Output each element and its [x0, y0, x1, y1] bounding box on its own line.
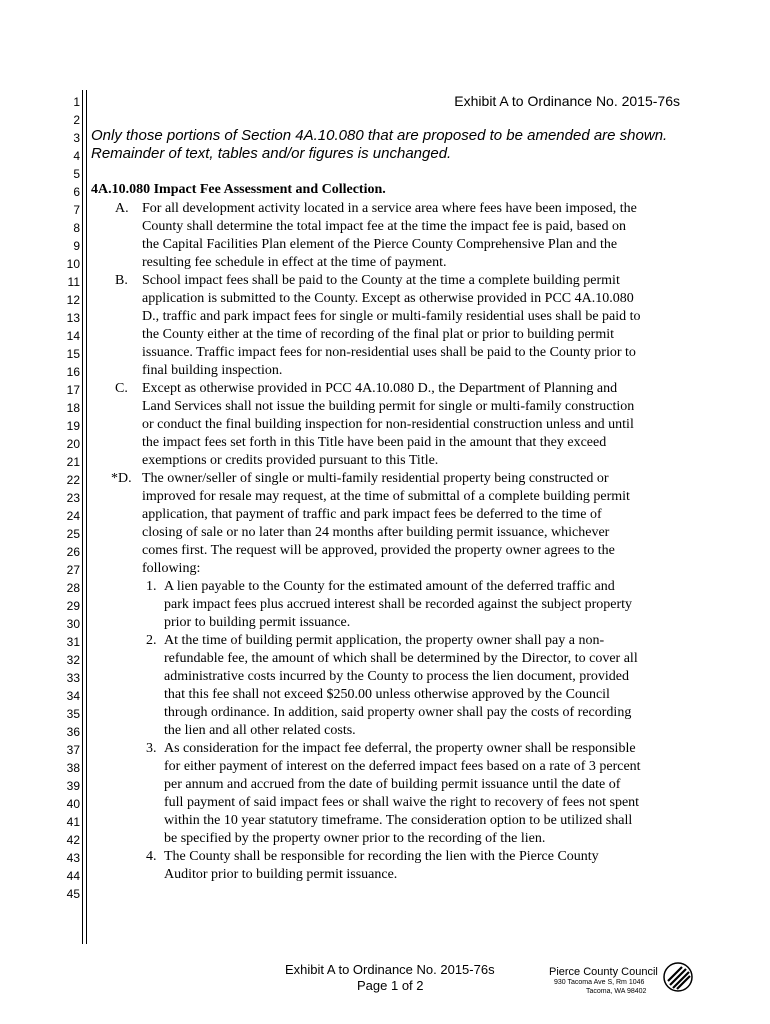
list-marker: A. [115, 201, 129, 216]
line-number: 45 [66, 887, 80, 901]
line-number: 31 [66, 635, 80, 649]
line-number: 34 [66, 689, 80, 703]
line-number: 14 [66, 329, 80, 343]
body-line: improved for resale may request, at the time of submittal of a complete building permit [142, 489, 630, 504]
line-number: 27 [66, 563, 80, 577]
body-line: For all development activity located in a service area where fees have been imposed, the [142, 201, 637, 216]
body-line: A lien payable to the County for the estimated amount of the deferred traffic and [164, 579, 615, 594]
body-line: the lien and all other related costs. [164, 723, 356, 738]
body-line: County shall determine the total impact fee at the time the impact fee is paid, based on [142, 219, 627, 234]
header-exhibit: Exhibit A to Ordinance No. 2015-76s [454, 93, 680, 109]
line-number: 32 [66, 653, 80, 667]
line-number: 29 [66, 599, 80, 613]
body-line: through ordinance. In addition, said property owner shall pay the costs of recording [164, 705, 632, 720]
body-line: issuance. Traffic impact fees for non-residential uses shall be paid to the County prior to [142, 345, 636, 360]
line-number: 39 [66, 779, 80, 793]
line-number: 38 [66, 761, 80, 775]
body-line: closing of sale or no later than 24 months after building permit issuance, whichever [142, 525, 610, 540]
footer-page: Page 1 of 2 [357, 978, 424, 993]
body-line: the County either at the time of recording of the final plat or prior to building permit [142, 327, 614, 342]
line-number: 43 [66, 851, 80, 865]
line-number: 42 [66, 833, 80, 847]
line-number: 21 [66, 455, 80, 469]
line-number: 41 [66, 815, 80, 829]
line-number: 33 [66, 671, 80, 685]
line-number: 28 [66, 581, 80, 595]
line-number: 40 [66, 797, 80, 811]
line-number: 20 [66, 437, 80, 451]
body-line: following: [142, 561, 201, 576]
line-number: 7 [73, 203, 80, 217]
body-line: At the time of building permit application, the property owner shall pay a non- [164, 633, 605, 648]
footer-exhibit: Exhibit A to Ordinance No. 2015-76s [285, 962, 495, 977]
intro-line-1: Only those portions of Section 4A.10.080 that are proposed to be amended are shown. [91, 127, 668, 144]
body-line: Land Services shall not issue the building permit for single or multi-family construction [142, 399, 635, 414]
line-number: 3 [73, 131, 80, 145]
intro-line-2: Remainder of text, tables and/or figures is unchanged. [91, 145, 452, 162]
line-number: 9 [73, 239, 80, 253]
line-number: 35 [66, 707, 80, 721]
list-marker: C. [115, 381, 128, 396]
list-marker: 1. [146, 579, 157, 594]
list-marker: 3. [146, 741, 157, 756]
body-line: Except as otherwise provided in PCC 4A.10.080 D., the Department of Planning and [142, 381, 618, 396]
section-title: 4A.10.080 Impact Fee Assessment and Collection. [91, 182, 386, 197]
body-line: the impact fees set forth in this Title have been paid in the amount that they exceed [142, 435, 607, 450]
body-line: or conduct the final building inspection for non-residential construction unless and until [142, 417, 634, 432]
line-number: 36 [66, 725, 80, 739]
line-number: 19 [66, 419, 80, 433]
line-number: 1 [73, 95, 80, 109]
footer-address-2: Tacoma, WA 98402 [586, 988, 647, 995]
line-number: 37 [66, 743, 80, 757]
line-number: 22 [66, 473, 80, 487]
line-number: 44 [66, 869, 80, 883]
margin-rule-right [86, 90, 87, 944]
body-line: The County shall be responsible for recording the lien with the Pierce County [164, 849, 599, 864]
body-line: the Capital Facilities Plan element of the Pierce County Comprehensive Plan and the [142, 237, 618, 252]
line-number: 12 [66, 293, 80, 307]
line-number: 11 [67, 275, 80, 289]
body-line: be specified by the property owner prior to the recording of the lien. [164, 831, 546, 846]
body-line: park impact fees plus accrued interest shall be recorded against the subject property [164, 597, 633, 612]
line-number: 24 [66, 509, 80, 523]
body-line: D., traffic and park impact fees for single or multi-family residential uses shall be paid to [142, 309, 641, 324]
body-line: refundable fee, the amount of which shall be determined by the Director, to cover all [164, 651, 638, 666]
list-marker: 4. [146, 849, 157, 864]
line-number: 4 [73, 149, 80, 163]
body-line: Auditor prior to building permit issuance. [164, 867, 398, 882]
list-marker: 2. [146, 633, 157, 648]
body-line: comes first. The request will be approved, provided the property owner agrees to the [142, 543, 615, 558]
body-line: final building inspection. [142, 363, 283, 378]
line-number: 5 [73, 167, 80, 181]
footer-council: Pierce County Council [549, 966, 658, 978]
pierce-county-logo-icon [663, 962, 693, 992]
body-line: that this fee shall not exceed $250.00 unless otherwise approved by the Council [164, 687, 610, 702]
line-number: 2 [73, 113, 80, 127]
line-number: 30 [66, 617, 80, 631]
margin-rule-left [82, 90, 83, 944]
line-number: 23 [66, 491, 80, 505]
body-line: The owner/seller of single or multi-family residential property being constructed or [142, 471, 609, 486]
body-line: exemptions or credits provided pursuant to this Title. [142, 453, 439, 468]
list-marker: *D. [111, 471, 132, 486]
body-line: full payment of said impact fees or shall waive the right to recovery of fees not spent [164, 795, 640, 810]
body-line: within the 10 year statutory timeframe. The consideration option to be utilized shall [164, 813, 633, 828]
body-line: As consideration for the impact fee deferral, the property owner shall be responsible [164, 741, 636, 756]
body-line: resulting fee schedule in effect at the time of payment. [142, 255, 447, 270]
line-number: 6 [73, 185, 80, 199]
body-line: for either payment of interest on the deferred impact fees based on a rate of 3 percent [164, 759, 641, 774]
body-line: administrative costs incurred by the County to process the lien document, provided [164, 669, 630, 684]
line-number: 10 [66, 257, 80, 271]
line-number: 18 [66, 401, 80, 415]
line-number: 8 [73, 221, 80, 235]
body-line: prior to building permit issuance. [164, 615, 351, 630]
line-number: 17 [66, 383, 80, 397]
line-number: 15 [66, 347, 80, 361]
line-number: 25 [66, 527, 80, 541]
line-number: 13 [66, 311, 80, 325]
body-line: application, that payment of traffic and park impact fees be deferred to the time of [142, 507, 602, 522]
line-number: 26 [66, 545, 80, 559]
body-line: application is submitted to the County. Except as otherwise provided in PCC 4A.10.080 [142, 291, 634, 306]
line-number: 16 [66, 365, 80, 379]
footer-address-1: 930 Tacoma Ave S, Rm 1046 [554, 979, 645, 986]
list-marker: B. [115, 273, 128, 288]
body-line: per annum and accrued from the date of building permit issuance until the date of [164, 777, 621, 792]
body-line: School impact fees shall be paid to the County at the time a complete building permit [142, 273, 620, 288]
